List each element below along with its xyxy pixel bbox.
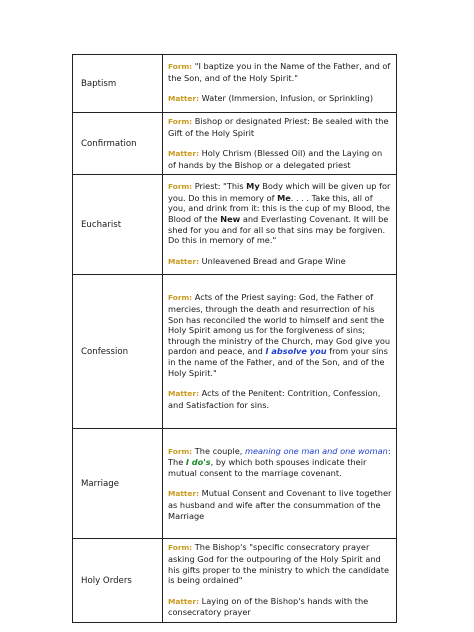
form-emphasis: I do's — [185, 457, 211, 468]
matter-text: Unleavened Bread and Grape Wine — [201, 255, 346, 266]
form-label: Form: — [168, 293, 193, 303]
sacrament-description — [163, 55, 397, 113]
form-label: Form: — [168, 182, 193, 192]
form-emphasis: I absolve you — [265, 346, 327, 357]
form-emphasis: meaning one man and one woman — [245, 445, 388, 456]
form-emphasis: New — [220, 214, 241, 225]
matter-label: Matter: — [168, 149, 200, 159]
form-emphasis: Me — [277, 192, 291, 203]
matter-text: Acts of the Penitent: Contrition, Confession, and Satisfaction for sins. — [168, 388, 381, 410]
form-text: Body which will be given up for you. Do this in memory of — [168, 181, 391, 203]
form-text: Bishop or designated Priest: Be sealed with the Gift of the Holy Spirit — [168, 116, 389, 138]
form-emphasis: My — [246, 181, 260, 192]
sacraments-table — [72, 54, 397, 623]
form-text: from your sins in the name of the Father, and of the Son, and of the Holy Spirit." — [168, 346, 388, 378]
matter-text: Mutual Consent and Covenant to live together as husband and wife after the consummation of the Marriage — [168, 488, 392, 521]
sacrament-name: Eucharist — [73, 175, 163, 275]
sacrament-name: Confession — [73, 275, 163, 429]
form-text: Priest: "This — [194, 181, 247, 192]
matter-text: Holy Chrism (Blessed Oil) and the Laying on of hands by the Bishop or a delegated priest — [168, 148, 383, 170]
table-row — [73, 429, 397, 539]
form-text: Acts of the Priest saying: God, the Father of mercies, through the death and resurrection of his Son has reconciled the world to himself and sent the Holy Spirit among us for the forgiveness of sins; through the ministry of the Church, may God give you pardon and peace, and — [168, 292, 391, 357]
form-text: The couple, — [194, 445, 245, 456]
sacrament-name: Confirmation — [73, 113, 163, 175]
form-text: "I baptize you in the Name of the Father, and of the Son, and of the Holy Spirit." — [168, 61, 391, 83]
table-row — [73, 539, 397, 623]
sacrament-description — [163, 275, 397, 429]
matter-text: Water (Immersion, Infusion, or Sprinkling) — [201, 93, 374, 104]
form-text: : The — [168, 445, 391, 468]
form-text: , by which both spouses indicate their mutual consent to the marriage covenant. — [168, 457, 367, 478]
table-row — [73, 175, 397, 275]
sacrament-description — [163, 429, 397, 539]
form-text: and Everlasting Covenant. It will be shed for you and for all so that sins may be forgiven. Do this in memory of me." — [168, 214, 389, 246]
form-label: Form: — [168, 62, 193, 72]
matter-text: Laying on of the Bishop's hands with the consecratory prayer — [168, 595, 369, 618]
form-text: The Bishop's "specific consecratory prayer asking God for the outpouring of the Holy Spirit and his gifts proper to the ministry to which the candidate is being ordained" — [168, 542, 390, 586]
sacrament-description — [163, 175, 397, 275]
form-label: Form: — [168, 117, 193, 126]
table-row — [73, 275, 397, 429]
matter-label: Matter: — [168, 94, 200, 104]
matter-label: Matter: — [168, 389, 200, 399]
form-label: Form: — [168, 446, 193, 456]
form-label: Form: — [168, 543, 193, 553]
form-text: . . . . Take this, all of you, and drink from it: this is the cup of my Blood, the Blood of the — [168, 192, 391, 225]
sacrament-description — [163, 113, 397, 175]
sacrament-name: Baptism — [73, 55, 163, 113]
matter-label: Matter: — [168, 489, 200, 499]
sacrament-name: Holy Orders — [73, 539, 163, 623]
matter-label: Matter: — [168, 596, 200, 606]
matter-label: Matter: — [168, 256, 200, 266]
table-row — [73, 113, 397, 175]
sacrament-description — [163, 539, 397, 623]
sacrament-name: Marriage — [73, 429, 163, 539]
table-row — [73, 55, 397, 113]
